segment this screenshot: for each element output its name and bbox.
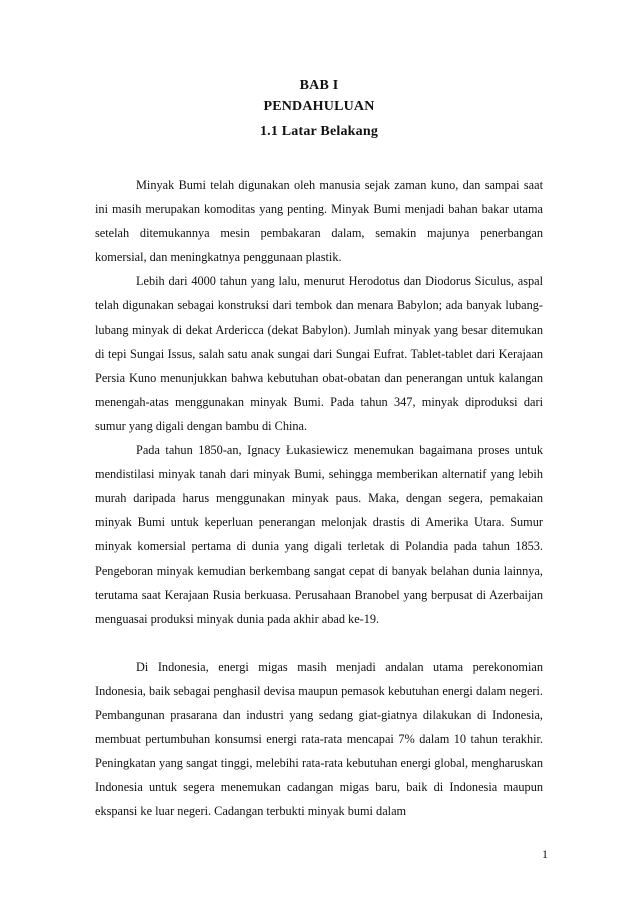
chapter-label: BAB I bbox=[299, 78, 339, 93]
body-text bbox=[95, 173, 543, 823]
chapter-title: PENDAHULUAN bbox=[263, 99, 375, 114]
paragraph-4: Di Indonesia, energi migas masih menjadi andalan utama perekonomian Indonesia, baik sebagai penghasil devisa maupun pemasok kebutuhan energi dalam negeri. Pembangunan prasarana dan industri yang sedang giat-giatnya dilakukan di Indonesia, membuat pertumbuhan konsumsi energi rata-rata mencapai 7% dalam 10 tahun terakhir. Peningkatan yang sangat tinggi, melebihi rata-rata kebutuhan energi global, mengharuskan Indonesia untuk segera menemukan cadangan migas baru, baik di Indonesia maupun ekspansi ke luar negeri. Cadangan terbukti minyak bumi dalam bbox=[95, 659, 543, 819]
section-heading: 1.1 Latar Belakang bbox=[259, 124, 379, 139]
paragraph-2: Lebih dari 4000 tahun yang lalu, menurut Herodotus dan Diodorus Siculus, aspal telah digunakan sebagai konstruksi dari tembok dan menara Babylon; ada banyak lubang-lubang minyak di dekat Ardericca (dekat Babylon). Jumlah minyak yang besar ditemukan di tepi Sungai Issus, salah satu anak sungai dari Sungai Eufrat. Tablet-tablet dari Kerajaan Persia Kuno menunjukkan bahwa kebutuhan obat-obatan dan penerangan untuk kalangan menengah-atas menggunakan minyak Bumi. Pada tahun 347, minyak diproduksi dari sumur yang digali dengan bambu di China. bbox=[95, 274, 543, 433]
paragraph-1: Minyak Bumi telah digunakan oleh manusia sejak zaman kuno, dan sampai saat ini masih merupakan komoditas yang penting. Minyak Bumi menjadi bahan bakar utama setelah ditemukannya mesin pembakaran dalam, semakin majunya penerbangan komersial, dan meningkatnya penggunaan plastik. bbox=[95, 178, 543, 265]
paragraph-3: Pada tahun 1850-an, Ignacy Łukasiewicz menemukan bagaimana proses untuk mendistilasi minyak tanah dari minyak Bumi, sehingga memberikan alternatif yang lebih murah daripada harus menggunakan minyak paus. Maka, dengan segera, pemakaian minyak Bumi untuk keperluan penerangan melonjak drastis di Amerika Utara. Sumur minyak komersial pertama di dunia yang digali terletak di Polandia pada tahun 1853. Pengeboran minyak kemudian berkembang sangat cepat di banyak belahan dunia lainnya, terutama saat Kerajaan Rusia berkuasa. Perusahaan Branobel yang berpusat di Azerbaijan menguasai produksi minyak dunia pada akhir abad ke-19. bbox=[95, 443, 543, 626]
page-number: 1 bbox=[542, 847, 548, 861]
